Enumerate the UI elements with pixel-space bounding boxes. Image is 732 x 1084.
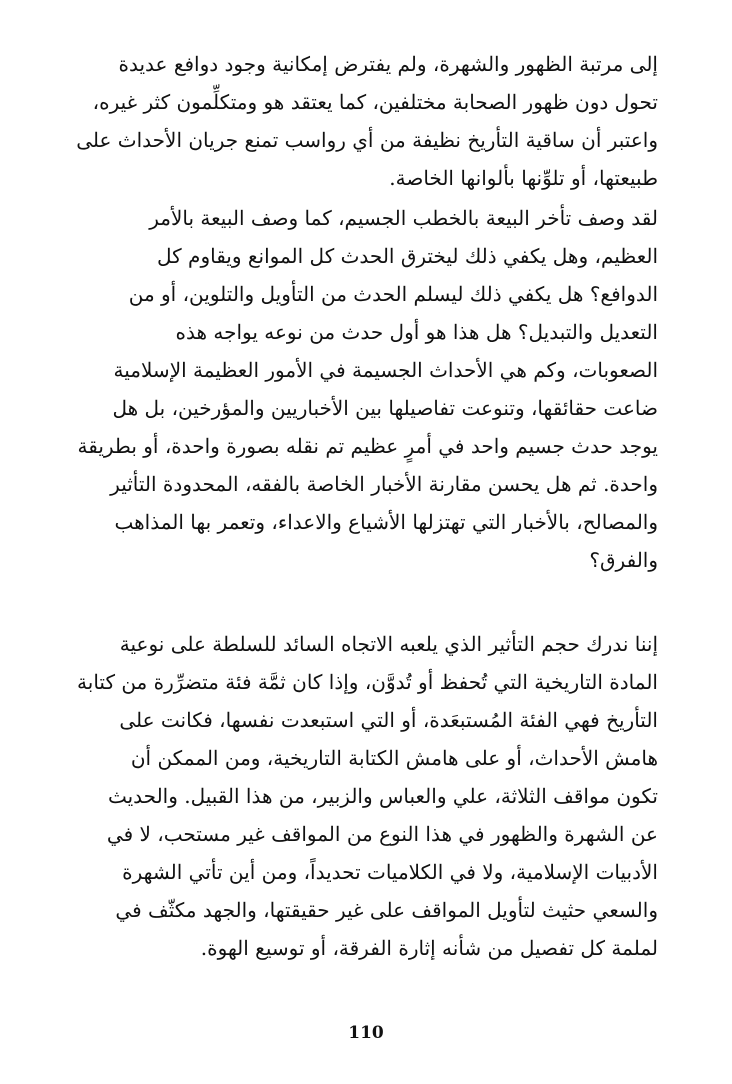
text-line: الصعوبات، وكم هي الأحداث الجسيمة في الأمور العظيمة الإسلامية <box>113 358 658 382</box>
text-line: لملمة كل تفصيل من شأنه إثارة الفرقة، أو توسيع الهوة. <box>200 936 658 960</box>
text-line: عن الشهرة والظهور في هذا النوع من المواقف غير مستحب، لا في <box>106 822 658 846</box>
text-line: لقد وصف تأخر البيعة بالخطب الجسيم، كما وصف البيعة بالأمر <box>149 206 658 230</box>
text-line: إننا ندرك حجم التأثير الذي يلعبه الاتجاه السائد للسلطة على نوعية <box>119 632 658 656</box>
text-line: واحدة. ثم هل يحسن مقارنة الأخبار الخاصة بالفقه، المحدودة التأثير <box>110 472 658 496</box>
paragraph-3 <box>76 625 658 967</box>
text-line: إلى مرتبة الظهور والشهرة، ولم يفترض إمكانية وجود دوافع عديدة <box>118 52 658 76</box>
text-line: التأريخ فهي الفئة المُستبعَدة، أو التي استبعدت نفسها، فكانت على <box>119 708 658 732</box>
paragraph-2 <box>76 199 658 579</box>
text-line: والسعي حثيث لتأويل المواقف على غير حقيقتها، والجهد مكثّف في <box>115 898 658 922</box>
text-line: والمصالح، بالأخبار التي تهتزلها الأشياع والاعداء، وتعمر بها المذاهب <box>114 510 658 534</box>
page-number: 110 <box>348 1023 384 1043</box>
text-line: المادة التاريخية التي تُحفظ أو تُدوَّن، وإذا كان ثمَّة فئة متضرِّرة من كتابة <box>77 670 658 694</box>
text-line: التعديل والتبديل؟ هل هذا هو أول حدث من نوعه يواجه هذه <box>175 320 658 344</box>
text-line: والفرق؟ <box>589 548 658 572</box>
text-line: واعتبر أن ساقية التأريخ نظيفة من أي رواسب تمنع جريان الأحداث على <box>76 128 658 152</box>
text-line: الأدبيات الإسلامية، ولا في الكلاميات تحديداً، ومن أين تأتي الشهرة <box>122 860 658 884</box>
text-line: طبيعتها، أو تلوِّنها بألوانها الخاصة. <box>389 166 658 190</box>
text-line: تكون مواقف الثلاثة، علي والعباس والزبير، من هذا القبيل. والحديث <box>107 784 658 808</box>
text-line: تحول دون ظهور الصحابة مختلفين، كما يعتقد هو ومتكلِّمون كثر غيره، <box>92 90 658 114</box>
paragraph-1 <box>76 45 658 197</box>
text-line: العظيم، وهل يكفي ذلك ليخترق الحدث كل الموانع ويقاوم كل <box>157 244 658 268</box>
text-line: يوجد حدث جسيم واحد في أمرٍ عظيم تم نقله بصورة واحدة، أو بطريقة <box>77 434 658 458</box>
text-line: ضاعت حقائقها، وتنوعت تفاصيلها بين الأخباريين والمؤرخين، بل هل <box>112 396 658 420</box>
text-line: الدوافع؟ هل يكفي ذلك ليسلم الحدث من التأويل والتلوين، أو من <box>128 282 658 306</box>
text-line: هامش الأحداث، أو على هامش الكتابة التاريخية، ومن الممكن أن <box>130 746 658 770</box>
